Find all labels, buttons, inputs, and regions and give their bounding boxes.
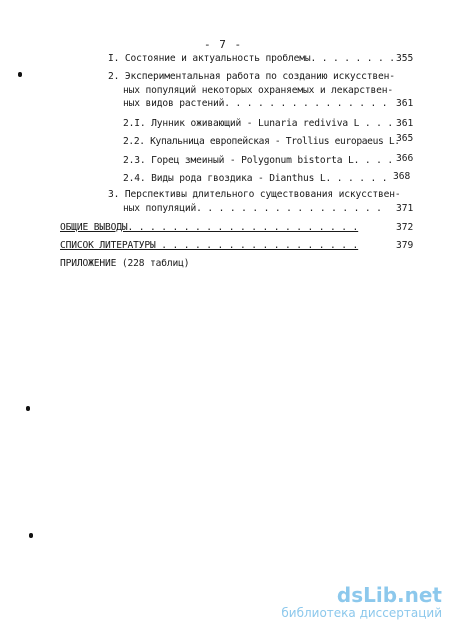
page-number: - 7 - <box>204 38 243 51</box>
toc-entry-2-line1: 2. Экспериментальная работа по созданию искусствен- <box>108 71 395 82</box>
punch-mark-top <box>18 72 22 77</box>
watermark-logo-text: dsLib.net <box>336 583 442 607</box>
toc-entry-2-2: 2.2. Купальница европейская - Trollius europaeus L. <box>123 136 400 147</box>
toc-page-2-2: 365 <box>396 133 414 144</box>
toc-page-2-1: 361 <box>396 118 414 129</box>
toc-entry-3-line1: 3. Перспективы длительного существования искусствен- <box>108 189 401 200</box>
toc-page-conclusions: 372 <box>396 222 414 233</box>
toc-entry-2-1: 2.I. Лунник оживающий - Lunaria rediviva L . . . <box>123 118 394 129</box>
toc-entry-2-line2: ных популяций некоторых охраняемых и лекарствен- <box>123 85 394 96</box>
toc-general-conclusions: ОБЩИЕ ВЫВОДЫ. . . . . . . . . . . . . . . . . . . . . <box>60 222 359 233</box>
watermark-subtitle: библиотека диссертаций <box>281 606 442 620</box>
toc-entry-3-line2: ных популяций. . . . . . . . . . . . . . . . . <box>123 203 382 214</box>
toc-page-3: 371 <box>396 203 414 214</box>
toc-entry-2-line3: ных видов растений. . . . . . . . . . . . . . . <box>123 98 388 109</box>
toc-appendix: ПРИЛОЖЕНИЕ (228 таблиц) <box>60 258 190 269</box>
punch-mark-middle <box>26 406 30 411</box>
toc-entry-2-3: 2.3. Горец змеиный - Polygonum bistorta L. . . . <box>123 155 394 166</box>
toc-page-references: 379 <box>396 240 414 251</box>
toc-page-2-4: 368 <box>393 171 411 182</box>
toc-references: СПИСОК ЛИТЕРАТУРЫ . . . . . . . . . . . . . . . . . . <box>60 240 359 251</box>
toc-page-1: 355 <box>396 53 414 64</box>
punch-mark-bottom <box>29 533 33 538</box>
watermark <box>281 584 442 620</box>
toc-page-2-3: 366 <box>396 153 414 164</box>
toc-entry-1: I. Состояние и актуальность проблемы. . . . . . . . <box>108 53 395 64</box>
toc-entry-2-4: 2.4. Виды рода гвоздика - Dianthus L. . . . . . <box>123 173 388 184</box>
toc-page-2: 361 <box>396 98 414 109</box>
